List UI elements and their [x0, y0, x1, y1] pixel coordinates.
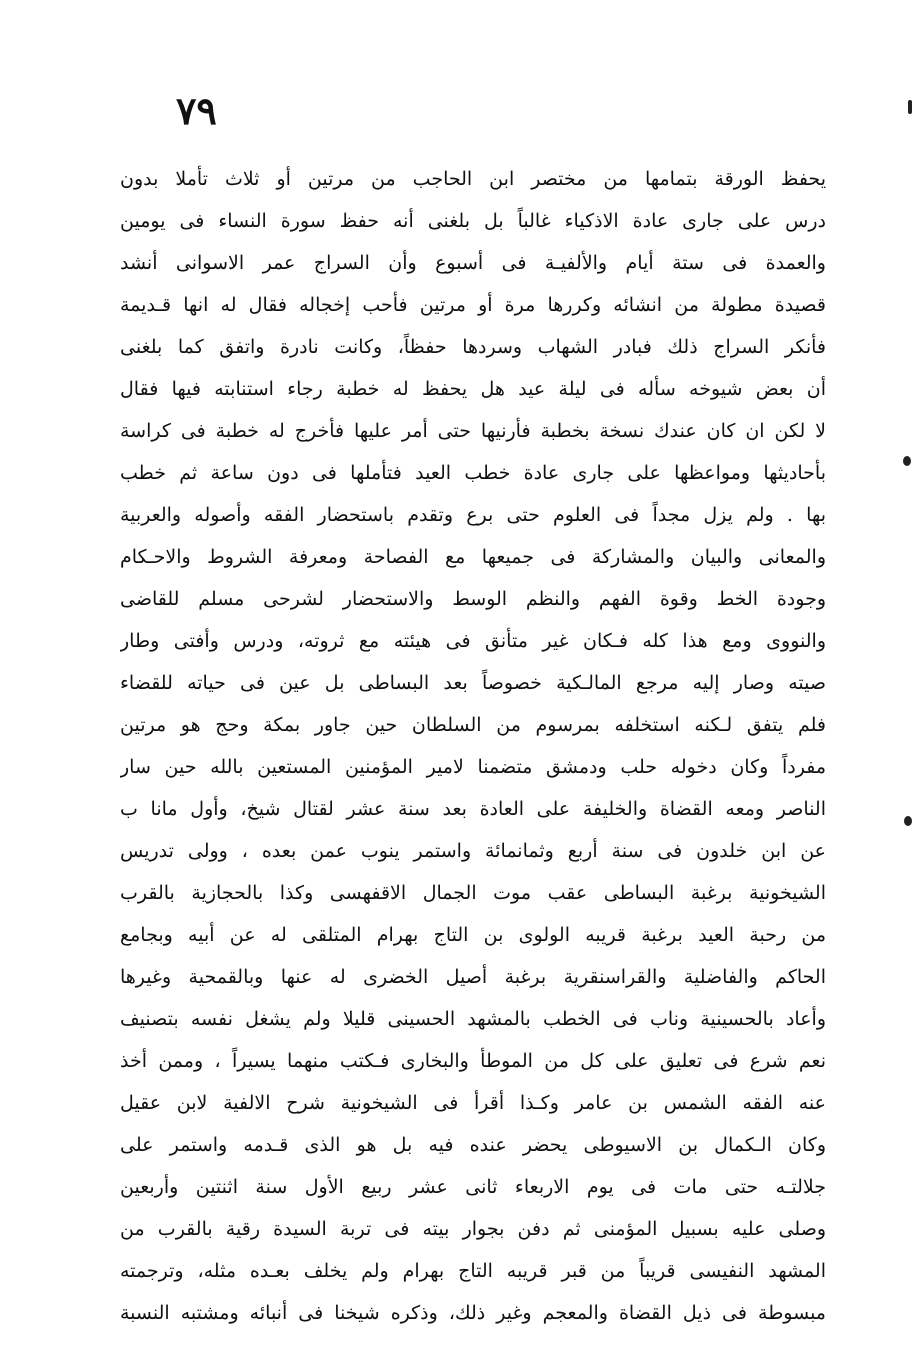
text-line: الحاكم والفاضلية والقراسنقرية برغبة أصيل الخضرى له عنها وبالقمحية وغيرها — [120, 966, 826, 988]
text-line: أن بعض شيوخه سأله فى ليلة عيد هل يحفظ له خطبة رجاء استنابته فيها فقال — [120, 378, 826, 400]
text-line: صيته وصار إليه مرجع المالـكية خصوصاً بعد البساطى بل عين فى حياته للقضاء — [120, 672, 826, 694]
text-line: بأحاديثها ومواعظها على جارى عادة خطب العيد فتأملها فى دون ساعة ثم خطب — [120, 462, 826, 484]
page-number: ٧٩ — [176, 88, 217, 133]
text-line: مفرداً وكان دخوله حلب ودمشق متضمنا لامير المؤمنين المستعين بالله حين سار — [120, 756, 826, 778]
text-line: يحفظ الورقة بتمامها من مختصر ابن الحاجب من مرتين أو ثلاث تأملا بدون — [120, 168, 826, 190]
text-line: درس على جارى عادة الاذكياء غالباً بل بلغنى أنه حفظ سورة النساء فى يومين — [120, 210, 826, 232]
text-line: والعمدة فى ستة أيام والألفيـة فى أسبوع وأن السراج عمر الاسوانى أنشد — [120, 252, 826, 274]
text-line: الناصر ومعه القضاة والخليفة على العادة بعد سنة عشر لقتال شيخ، وأول مانا ب — [120, 798, 826, 820]
margin-mark — [908, 100, 912, 114]
text-line: والمعانى والبيان والمشاركة فى جميعها مع الفصاحة ومعرفة الشروط والاحـكام — [120, 546, 826, 568]
text-line: وأعاد بالحسينية وناب فى الخطب بالمشهد الحسينى قليلا ولم يشغل نفسه بتصنيف — [120, 1008, 826, 1030]
text-line: مبسوطة فى ذيل القضاة والمعجم وغير ذلك، وذكره شيخنا فى أنبائه ومشتبه النسبة — [120, 1302, 826, 1324]
text-line: فأنكر السراج ذلك فبادر الشهاب وسردها حفظاً، وكانت نادرة واتفق كما بلغنى — [120, 336, 826, 358]
text-line: وجودة الخط وقوة الفهم والنظم الوسط والاستحضار لشرحى مسلم للقاضى — [120, 588, 826, 610]
text-line: والنووى ومع هذا كله فـكان غير متأنق فى هيئته مع ثروته، ودرس وأفتى وطار — [120, 630, 826, 652]
text-line: نعم شرع فى تعليق على كل من الموطأ والبخارى فـكتب منهما يسيراً ، وممن أخذ — [120, 1050, 826, 1072]
text-line: وكان الـكمال بن الاسيوطى يحضر عنده فيه بل هو الذى قـدمه واستمر على — [120, 1134, 826, 1156]
text-line: بها . ولم يزل مجداً فى العلوم حتى برع وتقدم باستحضار الفقه وأصوله والعربية — [120, 504, 826, 526]
text-line: عنه الفقه الشمس بن عامر وكـذا أقرأ فى الشيخونية شرح الالفية لابن عقيل — [120, 1092, 826, 1114]
text-line: عن ابن خلدون فى سنة أربع وثمانمائة واستمر ينوب عمن بعده ، وولى تدريس — [120, 840, 826, 862]
text-line: فلم يتفق لـكنه استخلفه بمرسوم من السلطان حين جاور بمكة وحج هو مرتين — [120, 714, 826, 736]
margin-dot — [903, 456, 911, 466]
text-line: الشيخونية برغبة البساطى عقب موت الجمال الاقفهسى وكذا بالحجازية بالقرب — [120, 882, 826, 904]
text-line: وصلى عليه بسبيل المؤمنى ثم دفن بجوار بيته فى تربة السيدة رقية بالقرب من — [120, 1218, 826, 1240]
margin-dot — [904, 816, 912, 826]
text-line: من رحبة العيد برغبة قريبه الولوى بن التاج بهرام المتلقى له عن أبيه وبجامع — [120, 924, 826, 946]
text-line: المشهد النفيسى قريباً من قبر قريبه التاج بهرام ولم يخلف بعـده مثله، وترجمته — [120, 1260, 826, 1282]
text-line: قصيدة مطولة من انشائه وكررها مرة أو مرتين فأحب إخجاله فقال له انها قـديمة — [120, 294, 826, 316]
text-line: جلالتـه حتى مات فى يوم الاربعاء ثانى عشر ربيع الأول سنة اثنتين وأربعين — [120, 1176, 826, 1198]
body-text — [120, 158, 826, 1334]
text-line: لا لكن ان كان عندك نسخة بخطبة فأرنيها حتى أمر عليها فأخرج له خطبة فى كراسة — [120, 420, 826, 442]
